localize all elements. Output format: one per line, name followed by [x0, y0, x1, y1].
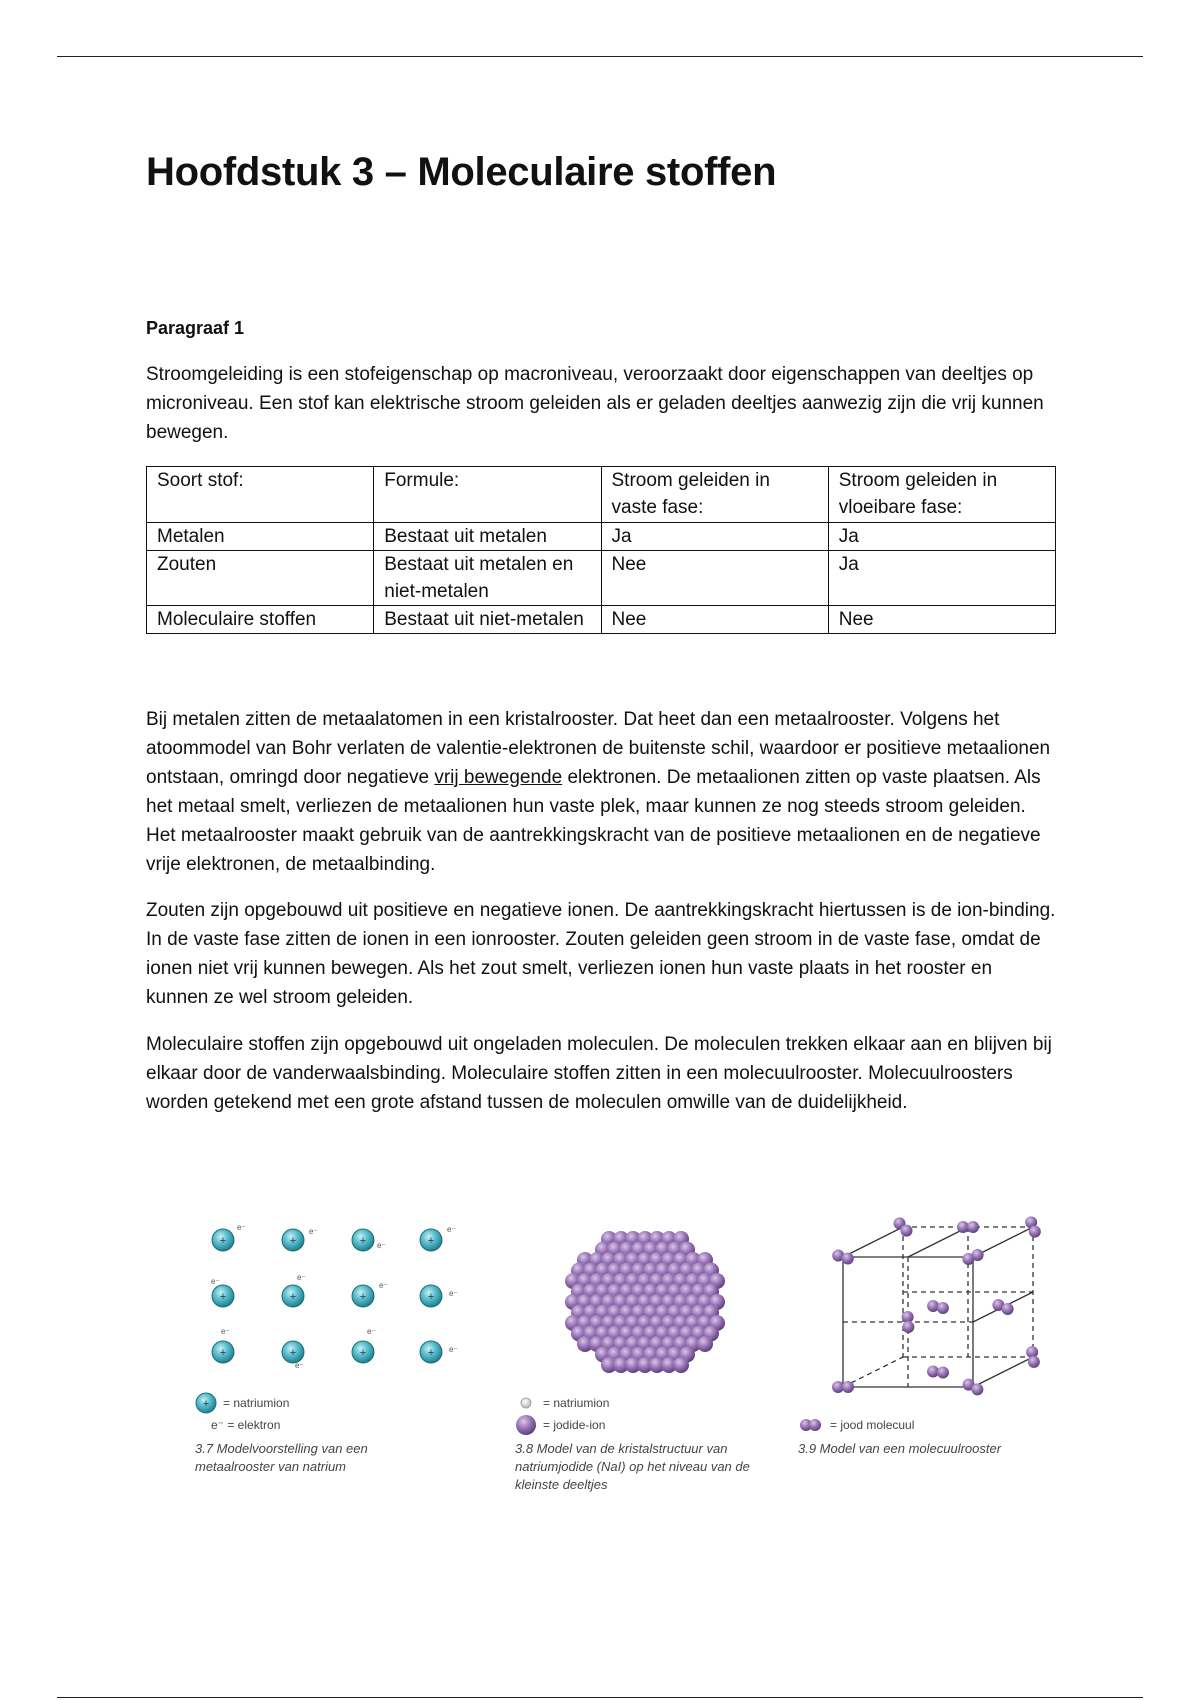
electron-label: e⁻: [449, 1345, 458, 1354]
paragraph-metalen-text-end: elektronen. De metaalionen zitten op vaste plaatsen. Als het metaal smelt, verliezen de metaalionen hun vaste plek, maar kunnen ze nog steeds stroom geleiden. Het metaalrooster maakt gebruik van de aantrekkingskracht van de positieve metaalionen en de negatieve vrije elektronen, de metaalbinding.: [146, 767, 1041, 875]
figure-metal-lattice: [195, 1212, 458, 1476]
electron-label: e⁻: [447, 1225, 456, 1234]
table-cell: Ja: [601, 523, 828, 551]
table-header-cell: Soort stof:: [147, 467, 374, 523]
lattice-edge: [973, 1357, 1033, 1387]
ion-charge-label: +: [289, 1291, 297, 1303]
ion-charge-label: +: [219, 1291, 227, 1303]
underlined-term: vrij bewegende: [434, 767, 563, 788]
page-title: Hoofdstuk 3 – Moleculaire stoffen: [146, 150, 777, 194]
paragraph-zouten: Zouten zijn opgebouwd uit positieve en negatieve ionen. De aantrekkingskracht hiertussen is de ion-binding. In de vaste fase zitten de ionen in een ionrooster. Zouten geleiden geen stroom in de vaste fase, omdat de ionen niet vrij kunnen bewegen. Als het zout smelt, verliezen ionen hun vaste plaats in het rooster en kunnen ze wel stroom geleiden.: [146, 900, 1056, 1008]
table-row: [147, 523, 1056, 551]
molecular-lattice-illustration: [798, 1212, 1068, 1392]
table-cell: Bestaat uit niet-metalen: [374, 606, 601, 634]
table-header-row: [147, 467, 1056, 523]
figures-row: [40, 1212, 1110, 1512]
legend-label: = jood molecuul: [830, 1418, 915, 1432]
iodine-atom: [900, 1225, 912, 1237]
metal-lattice-illustration: [195, 1212, 458, 1392]
electron-label: e⁻: [379, 1281, 388, 1290]
electron-label: e⁻: [221, 1327, 230, 1336]
sodium-ion-icon: [195, 1392, 217, 1414]
paragraph-metalen-text: Bij metalen zitten de metaalatomen in een kristalrooster. Dat heet dan een metaalrooster. Volgens het atoommodel van Bohr verlaten de valentie-elektronen de buitenste schil, waardoor er positieve metaalionen ontstaan, omringd door negatieve: [146, 709, 1051, 788]
section-heading: Paragraaf 1: [146, 318, 245, 338]
paragraph-moleculair: Moleculaire stoffen zijn opgebouwd uit ongeladen moleculen. De moleculen trekken elkaar aan en blijven bij elkaar door de vanderwaalsbinding. Moleculaire stoffen zitten in een molecuulrooster. Molecuulroosters worden getekend met een grote afstand tussen de moleculen omwille van de duidelijkheid.: [146, 1034, 1052, 1113]
iodine-atom: [937, 1302, 949, 1314]
figure-caption: 3.8 Model van de kristalstructuur van natriumjodide (NaI) op het niveau van de kleinste deeltjes: [515, 1441, 750, 1492]
electron-label: e⁻: [309, 1227, 318, 1236]
legend-row: [515, 1392, 775, 1414]
ion-charge-label: +: [427, 1235, 435, 1247]
table-cell: Nee: [828, 606, 1055, 634]
legend-row: [798, 1414, 1068, 1436]
intro-paragraph: Stroomgeleiding is een stofeigenschap op macroniveau, veroorzaakt door eigenschappen van deeltjes op microniveau. Een stof kan elektrische stroom geleiden als er geladen deeltjes aanwezig zijn die vrij kunnen bewegen.: [146, 364, 1044, 443]
figure-legend: [195, 1392, 445, 1436]
iodine-atom: [971, 1383, 983, 1395]
footer-rule: [57, 1697, 1143, 1698]
lattice-edge: [843, 1357, 903, 1387]
table-cell: Metalen: [147, 523, 374, 551]
table-header-cell: Formule:: [374, 467, 601, 523]
electron-label: e⁻: [237, 1223, 246, 1232]
iodide-ion-sphere: [697, 1336, 713, 1352]
conduction-table: [146, 466, 1056, 634]
iodide-ion-icon: [515, 1414, 537, 1436]
electron-label: e⁻: [297, 1273, 306, 1282]
ion-charge-label: +: [289, 1235, 297, 1247]
electron-label: e⁻: [449, 1289, 458, 1298]
ion-charge-label: +: [427, 1291, 435, 1303]
figure-caption: 3.9 Model van een molecuulrooster: [798, 1441, 1002, 1456]
table-cell: Zouten: [147, 551, 374, 606]
figure-molecular-lattice: [798, 1212, 1068, 1458]
table-header-cell: Stroom geleiden in vaste fase:: [601, 467, 828, 523]
iodine-atom: [1028, 1356, 1040, 1368]
paragraph-metalen: [146, 705, 1056, 879]
electron-label: e⁻: [211, 1277, 220, 1286]
figure-ionic-crystal: [515, 1212, 775, 1494]
lattice-edge: [843, 1227, 903, 1257]
ion-charge-label: +: [359, 1235, 367, 1247]
table-cell: Nee: [601, 606, 828, 634]
iodine-atom: [1029, 1226, 1041, 1238]
table-row: [147, 551, 1056, 606]
legend-label: = natriumion: [223, 1396, 290, 1410]
lattice-cube: [832, 1216, 1041, 1395]
iodine-atom: [842, 1381, 854, 1393]
ion-charge-label: +: [219, 1235, 227, 1247]
legend-label: = jodide-ion: [543, 1418, 606, 1432]
table-cell: Ja: [828, 523, 1055, 551]
figure-legend: [515, 1392, 775, 1436]
iodine-atom: [842, 1252, 854, 1264]
sodium-ion-small-icon: [515, 1392, 537, 1414]
table-cell: Nee: [601, 551, 828, 606]
table-header-cell: Stroom geleiden in vloeibare fase:: [828, 467, 1055, 523]
iodide-ion-sphere: [673, 1357, 689, 1373]
iodine-atom: [967, 1221, 979, 1233]
iodine-molecule-icon: [798, 1414, 824, 1436]
ion-charge-label: +: [427, 1347, 435, 1359]
iodine-atom: [937, 1366, 949, 1378]
electron-label: e⁻: [377, 1241, 386, 1250]
electron-label: e⁻: [367, 1327, 376, 1336]
iodine-atom: [972, 1249, 984, 1261]
legend-row: [195, 1414, 445, 1436]
figure-caption: 3.7 Modelvoorstelling van een metaalrooster van natrium: [195, 1441, 368, 1474]
ionic-crystal-illustration: [515, 1212, 775, 1392]
legend-row: [195, 1392, 445, 1414]
table-cell: Moleculaire stoffen: [147, 606, 374, 634]
table-cell: Ja: [828, 551, 1055, 606]
ion-charge-label: +: [219, 1347, 227, 1359]
crystal-spheres: [565, 1231, 725, 1373]
legend-label: = natriumion: [543, 1396, 610, 1410]
table-cell: Bestaat uit metalen en niet-metalen: [374, 551, 601, 606]
ion-charge-label: +: [359, 1291, 367, 1303]
iodine-atom: [902, 1321, 914, 1333]
ion-charge-label: +: [289, 1347, 297, 1359]
electron-label: e⁻: [295, 1361, 304, 1370]
table-row: [147, 606, 1056, 634]
lattice-edge: [908, 1227, 968, 1257]
legend-row: [515, 1414, 775, 1436]
header-rule: [57, 56, 1143, 57]
legend-label: e⁻ = elektron: [211, 1418, 281, 1432]
figure-legend: [798, 1414, 1068, 1436]
iodine-atom: [1002, 1303, 1014, 1315]
ion-charge-label: +: [359, 1347, 367, 1359]
table-cell: Bestaat uit metalen: [374, 523, 601, 551]
svg-text:+: +: [202, 1398, 210, 1410]
sodium-ion-grid: [211, 1223, 458, 1370]
